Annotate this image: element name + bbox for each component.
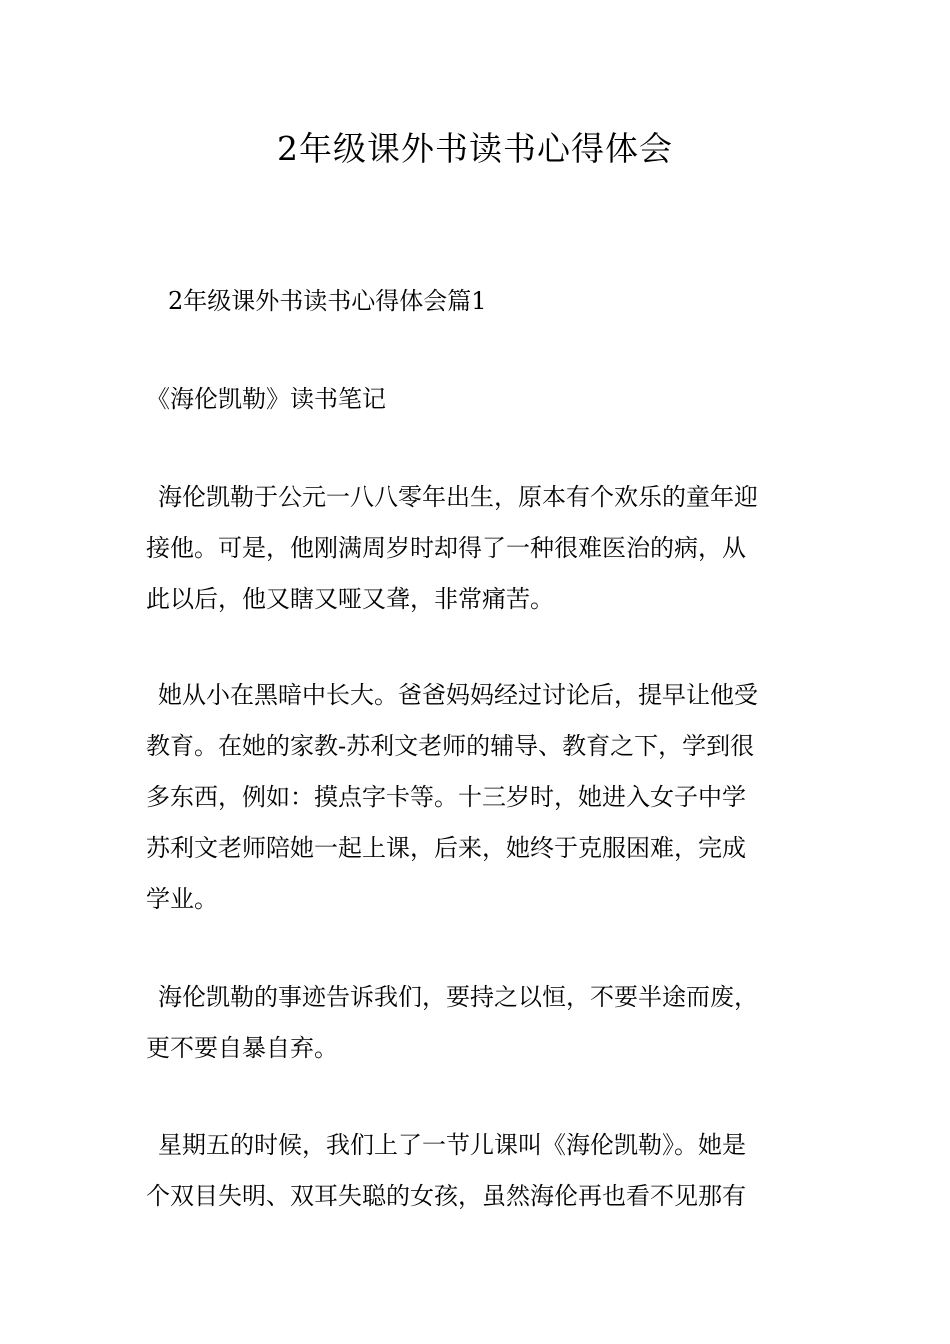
section-heading: 2年级课外书读书心得体会篇1: [168, 287, 487, 315]
paragraph-4: [146, 1120, 808, 1222]
paragraph-line: 学业。: [146, 885, 218, 913]
paragraph-3: [146, 972, 808, 1074]
paragraph-line: 她从小在黑暗中长大。爸爸妈妈经过讨论后，提早让他受: [158, 681, 758, 709]
paragraph-line: 海伦凯勒的事迹告诉我们，要持之以恒，不要半途而废，: [158, 983, 758, 1011]
document-title: 2年级课外书读书心得体会: [277, 129, 673, 168]
paragraph-line: 星期五的时候，我们上了一节儿课叫《海伦凯勒》。她是: [158, 1131, 746, 1159]
paragraph-2: [146, 670, 808, 925]
paragraph-1: [146, 472, 808, 625]
paragraph-line: 海伦凯勒于公元一八八零年出生，原本有个欢乐的童年迎: [158, 483, 758, 511]
paragraph-line: 接他。可是，他刚满周岁时却得了一种很难医治的病，从: [146, 534, 746, 562]
paragraph-line: 此以后，他又瞎又哑又聋，非常痛苦。: [146, 585, 554, 613]
paragraph-line: 教育。在她的家教-苏利文老师的辅导、教育之下，学到很: [146, 732, 755, 760]
book-heading: 《海伦凯勒》读书笔记: [146, 385, 386, 413]
paragraph-line: 个双目失明、双耳失聪的女孩，虽然海伦再也看不见那有: [146, 1182, 746, 1210]
paragraph-line: 更不要自暴自弃。: [146, 1034, 338, 1062]
paragraph-line: 多东西，例如：摸点字卡等。十三岁时，她进入女子中学: [146, 783, 746, 811]
paragraph-line: 苏利文老师陪她一起上课，后来，她终于克服困难，完成: [146, 834, 746, 862]
